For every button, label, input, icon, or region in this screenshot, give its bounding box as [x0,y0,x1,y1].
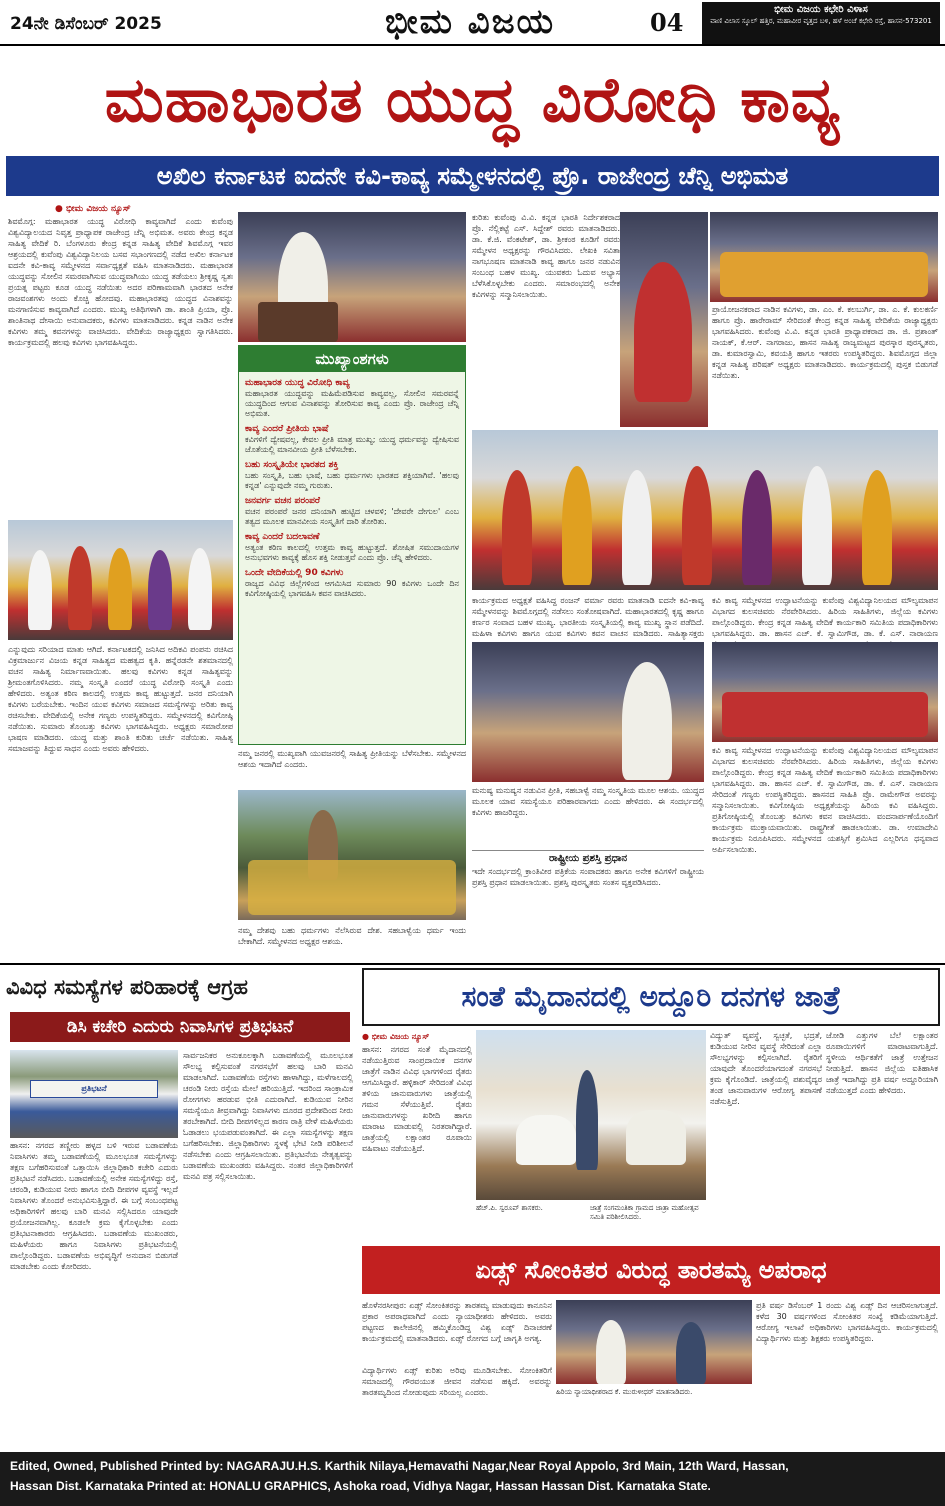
highlights-foot-text: ನಮ್ಮ ದೇಶವು ಬಹು ಧರ್ಮಗಳು ನೆಲೆಸಿರುವ ದೇಶ. ಸಹಬಾಳ್ವೆಯ ಧರ್ಮ ಇಂದು ಬೇಕಾಗಿದೆ. ಸಮ್ಮೇಳನದ ಅಧ್ಯಕ್ಷರ ಆಶಯ. [238,926,466,946]
highlight-item [245,459,459,491]
left-story-headline [6,968,358,1006]
photo-person [148,550,172,630]
lead-col2-bottom: ನಮ್ಮ ಜನರಲ್ಲಿ ಮುಖ್ಯವಾಗಿ ಯುವಜನರಲ್ಲಿ ಸಾಹಿತ್ಯ ಪ್ರೀತಿಯನ್ನು ಬೆಳೆಸಬೇಕು. ಸಮ್ಮೇಳನದ ಆಶಯ ಇದಾಗಿದೆ ಎಂದರು. [238,749,466,769]
right-story-byline [362,1032,429,1042]
left-story-subheadline [10,1012,350,1042]
photo-person [188,548,212,630]
highlight-heading: ಮಹಾಭಾರತ ಯುದ್ಧ ವಿರೋಧಿ ಕಾವ್ಯ [245,378,350,388]
logo-text: ಭೀಮ ವಿಜಯ [384,2,555,42]
highlight-text: ಅತ್ಯಂತ ಕಠಿಣ ಕಾಲದಲ್ಲಿ ಉತ್ತಮ ಕಾವ್ಯ ಹುಟ್ಟುತ್ತದೆ. ಶೋಷಿತ ಸಮುದಾಯಗಳ ಅನುಭವಗಳು ಕಾವ್ಯಕ್ಕೆ ಹೊಸ ಶಕ್ತಿ ನೀಡುತ್ತವೆ ಎಂದು ಪ್ರೊ. ಚೆನ್ನಿ ಹೇಳಿದರು. [245,543,459,562]
lead-col1-bottom: ಎನ್ನುವುದು ಸರಿಯಾದ ಮಾತು ಆಗಿದೆ. ಕರ್ನಾಟಕದಲ್ಲಿ ಜನಿಸಿದ ಅದಿಕವಿ ಪಂಪನು ರಚಿಸಿದ ವಿಕ್ರಮಾರ್ಜುನ ವಿಜಯ ಕನ್ನಡ ಸಾಹಿತ್ಯದ ಮಹತ್ವದ ಕೃತಿ. ಹನ್ನೆರಡನೇ ಶತಮಾನದಲ್ಲಿ ವಚನ ಸಾಹಿತ್ಯ ನಿರ್ಮಾಣವಾಯಿತು. ಹಲವು ಕವಿಗಳು ಕನ್ನಡ ಸಾಹಿತ್ಯವನ್ನು ಶ್ರೀಮಂತಗೊಳಿಸಿದರು. ನಮ್ಮ ಸಂಸ್ಕೃತಿ ಎಂದರೆ ಯುದ್ಧ ವಿರೋಧಿ ಸಂಸ್ಕೃತಿ ಎಂದು ಹೇಳಿದರು. ಅತ್ಯಂತ ಕಠಿಣ ಕಾಲದಲ್ಲಿ ಉತ್ತಮ ಕಾವ್ಯ ಹುಟ್ಟುತ್ತದೆ. ಜನರ ದನಿಯಾಗಿ ಕವಿಗಳು ಬರೆಯಬೇಕು. ಇಂದಿನ ಯುವ ಕವಿಗಳು ಸಮಾಜದ ಸಮಸ್ಯೆಗಳನ್ನು ಅರಿತು ಕಾವ್ಯ ರಚಿಸಬೇಕು. ವೇದಿಕೆಯಲ್ಲಿ ಅನೇಕ ಗಣ್ಯರು ಉಪಸ್ಥಿತರಿದ್ದರು. ಸಮ್ಮೇಳನದಲ್ಲಿ ಕವಿಗೋಷ್ಠಿ ನಡೆಯಿತು. ಸುಮಾರು ತೊಂಬತ್ತು ಕವಿಗಳು ಭಾಗವಹಿಸಿದ್ದರು. ಅಧ್ಯಕ್ಷರು ಸಮಾರೋಪ ಭಾಷಣ ಮಾಡಿದರು. ಯುದ್ಧ ಮತ್ತು ಶಾಂತಿ ಕುರಿತು ಚರ್ಚೆ ನಡೆಯಿತು. ಸಾಹಿತ್ಯ ಸಮಾಜವನ್ನು ತಿದ್ದುವ ಸಾಧನ ಎಂದು ಅವರು ಹೇಳಿದರು. [8,645,233,753]
guest-photo [620,212,708,427]
highlight-heading: ಜನವರ್ಗ ವಚನ ಪರಂಪರೆ [245,496,320,506]
cattle-caption-1: ಹೆಚ್.ಪಿ. ಸ್ವರೂಪ್ ಶಾಸಕರು. [476,1204,543,1212]
right-story-col3: ವಿದ್ಯುತ್ ವ್ಯವಸ್ಥೆ, ಸ್ವಚ್ಛತೆ, ಭದ್ರತೆ, ಕುಡಿಯುವ ನೀರಿನ ವ್ಯವಸ್ಥೆ ಸೇರಿದಂತೆ ಎಲ್ಲಾ ಸೌಲಭ್ಯಗಳನ್ನು ಕಲ್ಪಿಸಲಾಗಿದೆ. ರೈತರಿಗೆ ಯಾವುದೇ ತೊಂದರೆಯಾಗದಂತೆ ನಗರಸಭೆ ಕ್ರಮ ಕೈಗೊಂಡಿದೆ. ಜಾತ್ರೆಯಲ್ಲಿ ಪಶುವೈದ್ಯರ ತಂಡ ಜಾನುವಾರುಗಳ ಆರೋಗ್ಯ ತಪಾಸಣೆ ನಡೆಸುತ್ತಿದೆ. [710,1031,822,1106]
photo-person [862,470,892,585]
audience-photo [712,642,938,742]
photo-person [28,550,52,630]
highlight-item [245,567,459,599]
photo-person [68,546,92,630]
left-story-col1: ಹಾಸನ: ನಗರದ ತಣ್ಣೀರು ಹಳ್ಳದ ಬಳಿ ಇರುವ ಬಡಾವಣೆಯ ನಿವಾಸಿಗಳು ತಮ್ಮ ಬಡಾವಣೆಯಲ್ಲಿ ಮೂಲಭೂತ ಸಮಸ್ಯೆಗಳನ್ನು ತಕ್ಷಣ ಬಗೆಹರಿಸುವಂತೆ ಒತ್ತಾಯಿಸಿ ಜಿಲ್ಲಾಧಿಕಾರಿ ಕಚೇರಿ ಎದುರು ಪ್ರತಿಭಟನೆ ನಡೆಸಿದರು. ಬಡಾವಣೆಯಲ್ಲಿ ಅನೇಕ ಸಮಸ್ಯೆಗಳಿದ್ದು ರಸ್ತೆ, ಚರಂಡಿ, ಕುಡಿಯುವ ನೀರು ಹಾಗೂ ಬೀದಿ ದೀಪಗಳ ವ್ಯವಸ್ಥೆ ಇಲ್ಲದೆ ನಿವಾಸಿಗಳು ತೊಂದರೆ ಅನುಭವಿಸುತ್ತಿದ್ದಾರೆ. ಈ ಬಗ್ಗೆ ಸಂಬಂಧಪಟ್ಟ ಅಧಿಕಾರಿಗಳಿಗೆ ಹಲವು ಬಾರಿ ಮನವಿ ಸಲ್ಲಿಸಿದರೂ ಯಾವುದೇ ಪ್ರಯೋಜನವಾಗಿಲ್ಲ. ಕೂಡಲೇ ಕ್ರಮ ಕೈಗೊಳ್ಳಬೇಕು ಎಂದು ಪ್ರತಿಭಟನಾಕಾರರು ಆಗ್ರಹಿಸಿದರು. ಬಡಾವಣೆಯ ಮುಖಂಡರು, ಮಹಿಳೆಯರು ಹಾಗೂ ನಿವಾಸಿಗಳು ಪ್ರತಿಭಟನೆಯಲ್ಲಿ ಪಾಲ್ಗೊಂಡಿದ್ದರು. ಬಡಾವಣೆಯ ಅಭಿವೃದ್ಧಿಗೆ ಅನುದಾನ ಬಿಡುಗಡೆ ಮಾಡಬೇಕು ಎಂದು ಕೋರಿದರು. [10,1141,178,1271]
photo-person [108,548,132,630]
office-title: ಭೀಮ ವಿಜಯ ಕಛೇರಿ ವಿಳಾಸ [774,4,868,15]
lead-headline-text: ಮಹಾಭಾರತ ಯುದ್ಧ ವಿರೋಧಿ ಕಾವ್ಯ [104,63,841,136]
highlight-text: ವಚನ ಪರಂಪರೆ ಜನರ ದನಿಯಾಗಿ ಹುಟ್ಟಿದ ಚಳವಳಿ; 'ದೇವರೇ ದೇಗುಲ' ಎಂಬ ತತ್ವದ ಮೂಲಕ ಮಾನವೀಯ ಸಂಸ್ಕೃತಿಗೆ ದಾರಿ ತೋರಿತು. [245,507,459,526]
aids-col2: ವಿದ್ಯಾರ್ಥಿಗಳು ಏಡ್ಸ್ ಕುರಿತು ಅರಿವು ಮೂಡಿಸಬೇಕು. ಸೋಂಕಿತರಿಗೆ ಸಮಾಜದಲ್ಲಿ ಗೌರವಯುತ ಜೀವನ ನಡೆಸುವ ಹಕ್ಕಿದೆ. ಅವರನ್ನು ತಾರತಮ್ಯದಿಂದ ನೋಡುವುದು ಸರಿಯಲ್ಲ ಎಂದರು. [362,1366,552,1397]
aids-photo [556,1300,752,1384]
highlight-heading: ಬಹು ಸಂಸ್ಕೃತಿಯೇ ಭಾರತದ ಶಕ್ತಿ [245,460,339,470]
highlight-text: ರಾಜ್ಯದ ವಿವಿಧ ಜಿಲ್ಲೆಗಳಿಂದ ಆಗಮಿಸಿದ ಸುಮಾರು 90 ಕವಿಗಳು ಒಂದೇ ದಿನ ಕವಿಗೋಷ್ಠಿಯಲ್ಲಿ ಭಾಗವಹಿಸಿ ಕವನ ವಾಚಿಸಿದರು. [245,579,459,598]
aids-headline-bar [362,1246,940,1294]
guest-figure [634,262,692,402]
masthead [0,0,945,46]
statue-photo [238,790,466,920]
person-figure [576,1070,598,1170]
highlight-heading: ಕಾವ್ಯ ಎಂದರೆ ಬದಲಾವಣೆ [245,532,320,542]
issue-date: 24ನೇ ಡಿಸೆಂಬರ್ 2025 [10,14,162,34]
highlight-item [245,423,459,455]
byline-bullet-icon: ● [55,204,66,214]
highlight-item [245,531,459,563]
aids-col3: ಪ್ರತಿ ವರ್ಷ ಡಿಸೆಂಬರ್ 1 ರಂದು ವಿಶ್ವ ಏಡ್ಸ್ ದಿನ ಆಚರಿಸಲಾಗುತ್ತದೆ. ಕಳೆದ 30 ವರ್ಷಗಳಿಂದ ಸೋಂಕಿತರ ಸಂಖ್ಯೆ ಕಡಿಮೆಯಾಗುತ್ತಿದೆ. ಆರೋಗ್ಯ ಇಲಾಖೆ ಅಧಿಕಾರಿಗಳು ಭಾಗವಹಿಸಿದ್ದರು. ಕಾರ್ಯಕ್ರಮದಲ್ಲಿ ವಿದ್ಯಾರ್ಥಿಗಳು ಮತ್ತು ಶಿಕ್ಷಕರು ಉಪಸ್ಥಿತರಿದ್ದರು. [756,1301,938,1343]
cattle-photo [476,1030,706,1200]
lead-col4-bottom: ಕವಿ ಕಾವ್ಯ ಸಮ್ಮೇಳನದ ಉದ್ಘಾಟನೆಯನ್ನು ಕುವೆಂಪು ವಿಶ್ವವಿದ್ಯಾನಿಲಯದ ಮೌಲ್ಯಮಾಪನ ವಿಭಾಗದ ಕುಲಸಚಿವರು ನೆರವೇರಿಸಿದರು. ಹಿರಿಯ ಸಾಹಿತಿಗಳು, ಜಿಲ್ಲೆಯ ಕವಿಗಳು ಪಾಲ್ಗೊಂಡಿದ್ದರು. ಕೇಂದ್ರ ಕನ್ನಡ ಸಾಹಿತ್ಯ ವೇದಿಕೆ ಕಾರ್ಯಕಾರಿ ಸಮಿತಿಯ ಪದಾಧಿಕಾರಿಗಳು ಭಾಗವಹಿಸಿದ್ದರು. ಡಾ. ಹಾಸನ ಎಚ್. ಕೆ. ಸ್ವಾಮಿಗೌಡ, ಡಾ. ಕೆ. ಎಸ್. ನಾರಾಯಣ [712,596,938,638]
photo-person [742,470,772,585]
cattle-caption-2: ಜಾತ್ರೆ ಸಂಗಮಂತಿಕಾ ಗ್ರಾಮದ ಜಾತ್ರಾ ಮಹೋತ್ಸವ ಸಮಿತಿ ಪರಿಶೀಲಿಸಿದರು. [590,1204,699,1221]
highlight-text: ಬಹು ಸಂಸ್ಕೃತಿ, ಬಹು ಭಾಷೆ, ಬಹು ಧರ್ಮಗಳು ಭಾರತದ ಶಕ್ತಿಯಾಗಿವೆ. 'ಹಲವು ಕನ್ನಡ' ಎನ್ನುವುದೇ ನಮ್ಮ ಗುರುತು. [245,471,459,490]
highlight-item [245,495,459,527]
photo-person [502,470,532,585]
rajya-title: ರಾಷ್ಟ್ರೀಯ ಪ್ರಶಸ್ತಿ ಪ್ರಧಾನ [472,850,704,864]
highlight-text: ಮಹಾಭಾರತ ಯುದ್ಧವನ್ನು ಮಹಿಮೆಪಡಿಸುವ ಕಾವ್ಯವಲ್ಲ, ಸೋಲಿನ ಸಮರವನ್ನೆ ಯುದ್ಧದಿಂದ ಆಗುವ ವಿನಾಶವನ್ನು ತೋರಿಸುವ ಕಾವ್ಯ ಎಂದು ಪ್ರೊ. ರಾಜೇಂದ್ರ ಚೆನ್ನಿ ಅಭಿಮತ. [245,389,459,418]
page-number: 04 [650,8,684,37]
rajya-text: ಇದೇ ಸಂದರ್ಭದಲ್ಲಿ ಕ್ರಾಂತಿವೀರ ಪತ್ರಿಕೆಯ ಸಂಪಾದಕರು ಹಾಗೂ ಅನೇಕ ಕವಿಗಳಿಗೆ ರಾಷ್ಟ್ರೀಯ ಪ್ರಶಸ್ತಿ ಪ್ರಧಾನ ಮಾಡಲಾಯಿತು. ಪ್ರಶಸ್ತಿ ಪುರಸ್ಕೃತರು ಸಂತಸ ವ್ಯಕ್ತಪಡಿಸಿದರು. [472,867,704,887]
speaker-figure [596,1320,626,1384]
aids-caption: ಹಿರಿಯ ನ್ಯಾಯಾಧೀಶರಾದ ಕೆ. ಮುರುಳೀಧರ್ ಮಾತನಾಡಿದರು. [556,1388,693,1396]
stage-row [720,252,928,297]
lamp-lighting-photo [472,430,938,590]
right-story-col4: ಜೋಡಿ ಎತ್ತುಗಳ ಬೆಲೆ ಲಕ್ಷಾಂತರ ರೂಪಾಯಿಗಳಿಗೆ ಮಾರಾಟವಾಗುತ್ತಿದೆ. ಸ್ಥಳೀಯ ಆರ್ಥಿಕತೆಗೆ ಜಾತ್ರೆ ಉತ್ತೇಜನ ನೀಡುತ್ತಿದೆ. ಹಾಸನ ಜಿಲ್ಲೆಯ ಐತಿಹಾಸಿಕ ಜಾತ್ರೆ ಇದಾಗಿದ್ದು ಪ್ರತಿ ವರ್ಷ ಅದ್ದೂರಿಯಾಗಿ ನಡೆಯುತ್ತದೆ ಎಂದು ಹೇಳಿದರು. [826,1031,938,1095]
group-photo-1 [8,520,233,640]
footer-line-1: Edited, Owned, Published Printed by: NAGARAJU.H.S. Karthik Nilaya,Hemavathi Nagar,Near Royal Appolo, 3rd Main, 12th Ward, Hassan, [10,1459,789,1473]
lead-col4-bottom-2: ಕವಿ ಕಾವ್ಯ ಸಮ್ಮೇಳನದ ಉದ್ಘಾಟನೆಯನ್ನು ಕುವೆಂಪು ವಿಶ್ವವಿದ್ಯಾನಿಲಯದ ಮೌಲ್ಯಮಾಪನ ವಿಭಾಗದ ಕುಲಸಚಿವರು ನೆರವೇರಿಸಿದರು. ಹಿರಿಯ ಸಾಹಿತಿಗಳು, ಜಿಲ್ಲೆಯ ಕವಿಗಳು ಪಾಲ್ಗೊಂಡಿದ್ದರು. ಕೇಂದ್ರ ಕನ್ನಡ ಸಾಹಿತ್ಯ ವೇದಿಕೆ ಕಾರ್ಯಕಾರಿ ಸಮಿತಿಯ ಪದಾಧಿಕಾರಿಗಳು ಭಾಗವಹಿಸಿದ್ದರು. ಡಾ. ಹಾಸನ ಎಚ್. ಕೆ. ಸ್ವಾಮಿಗೌಡ, ಡಾ. ಕೆ. ಎಸ್. ನಾರಾಯಣ ಸೇರಿದಂತೆ ಗಣ್ಯರು ಉಪಸ್ಥಿತರಿದ್ದರು. ಹಾಸನದ ಸಾಹಿತಿ ಪ್ರೊ. ರಾಮೇಗೌಡ ಅವರನ್ನು ಸನ್ಮಾನಿಸಲಾಯಿತು. ಕವಿಗೋಷ್ಠಿಯ ಅಧ್ಯಕ್ಷತೆಯನ್ನು ಹಿರಿಯ ಕವಿ ವಹಿಸಿದ್ದರು. ಪ್ರತಿಗೋಷ್ಠಿಯಲ್ಲಿ ತೊಂಬತ್ತು ಕವಿಗಳು ಕವನ ವಾಚಿಸಿದರು. ವಂದನಾರ್ಪಣೆಯೊಂದಿಗೆ ಕಾರ್ಯಕ್ರಮ ಮುಕ್ತಾಯವಾಯಿತು. ರಾಷ್ಟ್ರಗೀತೆ ಹಾಡಲಾಯಿತು. ಡಾ. ಉಮಾದೇವಿ ಕಾರ್ಯಕ್ರಮ ನಿರೂಪಿಸಿದರು. ಸಮ್ಮೇಳನದ ಯಶಸ್ಸಿಗೆ ಶ್ರಮಿಸಿದ ಎಲ್ಲರಿಗೂ ಧನ್ಯವಾದ ಅರ್ಪಿಸಲಾಯಿತು. [712,746,938,854]
byline-bullet-icon: ● [362,1032,372,1041]
lead-col1-top: ಶಿವಮೊಗ್ಗ: ಮಹಾಭಾರತ ಯುದ್ಧ ವಿರೋಧಿ ಕಾವ್ಯವಾಗಿದೆ ಎಂದು ಕುವೆಂಪು ವಿಶ್ವವಿದ್ಯಾಲಯದ ನಿವೃತ್ತ ಪ್ರಾಧ್ಯಾಪಕ ರಾಜೇಂದ್ರ ಚೆನ್ನಿ ಅಭಿಮತ. ಅವರು ಕೇಂದ್ರ ಕನ್ನಡ ಸಾಹಿತ್ಯ ವೇದಿಕೆ ರಿ. ಬೆಂಗಳೂರು ಕೇಂದ್ರ ಕನ್ನಡ ಸಾಹಿತ್ಯ ವೇದಿಕೆ ಶಿವಮೊಗ್ಗ ಇವರ ಆಶ್ರಯದಲ್ಲಿ ಕುವೆಂಪು ವಿಶ್ವವಿದ್ಯಾನಿಲಯ ಬಸವ ಸಭಾಂಗಣದಲ್ಲಿ ನಡೆದ ಅಖಿಲ ಕರ್ನಾಟಕ ಐದನೇ ಕವಿ-ಕಾವ್ಯ ಸಮ್ಮೇಳನದ ಸರ್ವಾಧ್ಯಕ್ಷತೆ ವಹಿಸಿ ಮಾತನಾಡಿದರು. ಮಹಾಭಾರತ ಯುದ್ಧವನ್ನು ಸೋಲಿನ ಸಮರವಾಗಿಸುವ ಯುದ್ಧವಾಗಿಯು ಯುದ್ಧ ತಡೆಯಲು ಶ್ರೀಕೃಷ್ಣ ಸ್ವತಃ ಪ್ರಯತ್ನ ಪಟ್ಟರು ಕೂಡ ಯುದ್ಧ ನಡೆಯಿತು ಅದರ ಪರಿಣಾಮವಾಗಿ ಭಾರತದ ಅನೇಕ ರಾಜವಂಶಗಳು ಅಂದು ಕೊಚ್ಚಿ ಹೋದವು. ಮಹಾಭಾರತವು ಯುದ್ಧದ ವಿನಾಶವನ್ನು ಮನಗಾಣಿಸುವ ಕಾವ್ಯವಾಗಿದೆ ಎಂದರು. ಮುಖ್ಯ ಅತಿಥಿಗಳಾಗಿ ಡಾ. ಶಾಂತಿ ಪ್ರಿಯಾ, ಪ್ರೊ. ಶಾಂತಿನಾಥ ದೇಸಾಯಿ ಅನುವಾದಕರು, ಕವಿಗಳು ಮಾತನಾಡಿದರು. ಕನ್ನಡ ನಾಡಿನ ಅನೇಕ ಕವಿಗಳು ತಮ್ಮ ಕವನಗಳನ್ನು ವಾಚಿಸಿದರು. ವೇದಿಕೆಯ ರಾಜ್ಯಾಧ್ಯಕ್ಷರು ಸ್ವಾಗತಿಸಿದರು. ಕಾರ್ಯಕ್ರಮದಲ್ಲಿ ಹಲವು ಕವಿಗಳು ಭಾಗವಹಿಸಿದ್ದರು. [8,217,233,347]
lead-headline [0,50,945,150]
lead-subheadline-text: ಅಖಿಲ ಕರ್ನಾಟಕ ಐದನೇ ಕವಿ-ಕಾವ್ಯ ಸಮ್ಮೇಳನದಲ್ಲಿ ಪ್ರೊ. ರಾಜೇಂದ್ರ ಚೆನ್ನಿ ಅಭಿಮತ [156,162,789,190]
lead-col3-top: ಕುರಿತು ಕುವೆಂಪು ವಿ.ವಿ. ಕನ್ನಡ ಭಾರತಿ ನಿರ್ದೇಶಕರಾದ ಪ್ರೊ. ನೆಲ್ಲಿಕಟ್ಟೆ ಎಸ್. ಸಿದ್ದೇಶ್ ರವರು ಮಾತನಾಡಿದರು. ಡಾ. ಕೆ.ಜಿ. ವೆಂಕಟೇಶ್, ಡಾ. ಶ್ರೀಕಂಠ ಕೂಡಿಗೆ ರವರು ಸಮ್ಮೇಳನ ಅಧ್ಯಕ್ಷರನ್ನು ಗೌರವಿಸಿದರು. ಲೇಖಕಿ ಸವಿತಾ ನಾಗಭೂಷಣ ಮಾತನಾಡಿ ಕಾವ್ಯ ಹಾಗೂ ಜನರ ನಡುವಿನ ಸಂಬಂಧ ಬಹಳ ಮುಖ್ಯ. ಯುವಕರು ಓದುವ ಅಭ್ಯಾಸ ಬೆಳೆಸಿಕೊಳ್ಳಬೇಕು ಎಂದರು. ಸಮಾರಂಭದಲ್ಲಿ ಅನೇಕ ಕವಿಗಳನ್ನು ಸನ್ಮಾನಿಸಲಾಯಿತು. [472,213,620,299]
lead-col3-bottom: ಮನುಷ್ಯ ಮನುಷ್ಯನ ನಡುವಿನ ಪ್ರೀತಿ, ಸಹಬಾಳ್ವೆ ನಮ್ಮ ಸಂಸ್ಕೃತಿಯ ಮೂಲ ಆಶಯ. ಯುದ್ಧದ ಮೂಲಕ ಯಾವ ಸಮಸ್ಯೆಯೂ ಪರಿಹಾರವಾಗದು ಎಂದು ಹೇಳಿದರು. ಈ ಸಂದರ್ಭದಲ್ಲಿ ಕವಿಗಳು ಹಾಜರಿದ್ದರು. [472,786,704,817]
stage-photo [710,212,938,302]
chief-guest-figure [622,662,672,780]
right-story-headline-text: ಸಂತೆ ಮೈದಾನದಲ್ಲಿ ಅದ್ದೂರಿ ದನಗಳ ಜಾತ್ರೆ [461,980,841,1013]
newspaper-logo [300,2,640,42]
highlights-list [239,372,465,605]
speaker-photo [238,212,466,342]
highlight-heading: ಕಾವ್ಯ ಎಂದರೆ ಪ್ರೀತಿಯ ಭಾಷೆ [245,424,329,434]
lead-byline [55,204,131,214]
lead-subheadline [6,156,939,196]
left-story-col2: ಸಾರ್ವಜನಿಕರ ಅನುಕೂಲಕ್ಕಾಗಿ ಬಡಾವಣೆಯಲ್ಲಿ ಮೂಲಭೂತ ಸೌಲಭ್ಯ ಕಲ್ಪಿಸುವಂತೆ ನಗರಸಭೆಗೆ ಹಲವು ಬಾರಿ ಮನವಿ ಮಾಡಲಾಗಿದೆ. ಬಡಾವಣೆಯ ರಸ್ತೆಗಳು ಹಾಳಾಗಿದ್ದು, ಮಳೆಗಾಲದಲ್ಲಿ ಚರಂಡಿ ನೀರು ರಸ್ತೆಯ ಮೇಲೆ ಹರಿಯುತ್ತಿದೆ. ಇದರಿಂದ ಸಾಂಕ್ರಾಮಿಕ ರೋಗಗಳು ಹರಡುವ ಭೀತಿ ಎದುರಾಗಿದೆ. ಕುಡಿಯುವ ನೀರಿನ ಸಮಸ್ಯೆಯೂ ತೀವ್ರವಾಗಿದ್ದು ನಿವಾಸಿಗಳು ದೂರದ ಪ್ರದೇಶದಿಂದ ನೀರು ತರಬೇಕಾಗಿದೆ. ಬೀದಿ ದೀಪಗಳಿಲ್ಲದ ಕಾರಣ ರಾತ್ರಿ ವೇಳೆ ಮಹಿಳೆಯರು ಓಡಾಡಲು ಭಯಪಡುವಂತಾಗಿದೆ. ಈ ಎಲ್ಲಾ ಸಮಸ್ಯೆಗಳನ್ನು ತಕ್ಷಣ ಬಗೆಹರಿಸಬೇಕು. ಜಿಲ್ಲಾಧಿಕಾರಿಗಳು ಸ್ಥಳಕ್ಕೆ ಭೇಟಿ ನೀಡಿ ಪರಿಶೀಲನೆ ನಡೆಸಬೇಕು ಎಂದು ಆಗ್ರಹಿಸಲಾಯಿತು. ಪ್ರತಿಭಟನೆಯ ನೇತೃತ್ವವನ್ನು ಬಡಾವಣೆಯ ಮುಖಂಡರು ವಹಿಸಿದ್ದರು. ನಂತರ ಜಿಲ್ಲಾಧಿಕಾರಿಗಳಿಗೆ ಮನವಿ ಪತ್ರ ಸಲ್ಲಿಸಲಾಯಿತು. [183,1051,353,1181]
ox-figure [516,1115,576,1165]
aids-headline-text: ಏಡ್ಸ್ ಸೋಂಕಿತರ ವಿರುದ್ಧ ತಾರತಮ್ಯ ಅಪರಾಧ [475,1256,827,1284]
highlight-heading: ಒಂದೇ ವೇದಿಕೆಯಲ್ಲಿ 90 ಕವಿಗಳು [245,568,344,578]
office-address: ವಾಣಿ ವಿಲಾಸ ಸ್ಕೂಲ್ ಹತ್ತಿರ, ಮಹಾವೀರ ವೃತ್ತದ ಬಳಿ, ಹಳೆ ಅಂಚೆ ಕಛೇರಿ ರಸ್ತೆ, ಹಾಸನ-573201 [710,17,932,25]
byline-text: ಭೀಮ ವಿಜಯ ನ್ಯೂಸ್ [66,204,131,214]
highlight-item [245,377,459,419]
crowd [248,860,456,915]
highlight-text: ಕವಿಗಳಿಗೆ ದ್ವೇಷವಲ್ಲ, ಕೇವಲ ಪ್ರೀತಿ ಮಾತ್ರ ಮುಖ್ಯ; ಯುದ್ಧ ಧರ್ಮವನ್ನು ದ್ವೇಷಿಸುವ ಜೊತೆಯಲ್ಲಿ ಮಾನವೀಯ ಪ್ರೀತಿ ಬೆಳೆಸಬೇಕು. [245,435,459,454]
footer [0,1452,945,1506]
audience-row [722,692,928,737]
chief-guest-photo [472,642,704,782]
right-byline-text: ಭೀಮ ವಿಜಯ ನ್ಯೂಸ್ [371,1032,430,1041]
photo-person [622,470,652,585]
highlights-box [238,345,466,745]
right-story-headline-bar [362,968,940,1026]
aids-col1: ಹೊಳೆನರಸೀಪುರ: ಏಡ್ಸ್ ಸೋಂಕಿತರನ್ನು ತಾರತಮ್ಯ ಮಾಡುವುದು ಕಾನೂನಿನ ಪ್ರಕಾರ ಅಪರಾಧವಾಗಿದೆ ಎಂದು ನ್ಯಾಯಾಧೀಶರು ಹೇಳಿದರು. ಅವರು ಪಟ್ಟಣದ ಕಾಲೇಜಿನಲ್ಲಿ ಹಮ್ಮಿಕೊಂಡಿದ್ದ ವಿಶ್ವ ಏಡ್ಸ್ ದಿನಾಚರಣೆ ಕಾರ್ಯಕ್ರಮದಲ್ಲಿ ಮಾತನಾಡಿದರು. ಏಡ್ಸ್ ರೋಗದ ಬಗ್ಗೆ ಜಾಗೃತಿ ಅಗತ್ಯ. [362,1301,552,1343]
speaker-figure [676,1322,706,1384]
right-story-col1: ಹಾಸನ: ನಗರದ ಸಂತೆ ಮೈದಾನದಲ್ಲಿ ನಡೆಯುತ್ತಿರುವ ಸಾಂಪ್ರದಾಯಿಕ ದನಗಳ ಜಾತ್ರೆಗೆ ನಾಡಿನ ವಿವಿಧ ಭಾಗಗಳಿಂದ ರೈತರು ಆಗಮಿಸಿದ್ದಾರೆ. ಹಳ್ಳಿಕಾರ್ ಸೇರಿದಂತೆ ವಿವಿಧ ತಳಿಯ ಜಾನುವಾರುಗಳು ಜಾತ್ರೆಯಲ್ಲಿ ಗಮನ ಸೆಳೆಯುತ್ತಿವೆ. ರೈತರು ಜಾನುವಾರುಗಳನ್ನು ಖರೀದಿ ಹಾಗೂ ಮಾರಾಟ ಮಾಡುವಲ್ಲಿ ನಿರತರಾಗಿದ್ದಾರೆ. ಜಾತ್ರೆಯಲ್ಲಿ ಲಕ್ಷಾಂತರ ರೂಪಾಯಿ ವಹಿವಾಟು ನಡೆಯುತ್ತಿದೆ. [362,1045,472,1153]
left-story-headline-text: ವಿವಿಧ ಸಮಸ್ಯೆಗಳ ಪರಿಹಾರಕ್ಕೆ ಆಗ್ರಹ [6,974,248,999]
highlights-title: ಮುಖ್ಯಾಂಶಗಳು [239,346,465,372]
office-box [702,2,940,44]
photo-person [562,466,592,585]
section-divider [0,963,945,965]
protest-photo [10,1050,178,1138]
footer-line-2: Hassan Dist. Karnataka Printed at: HONALU GRAPHICS, Ashoka road, Vidhya Nagar, Hassan Hassan Dist. Karnataka State. [10,1479,711,1493]
photo-person [682,466,712,585]
podium [258,302,338,342]
left-story-subheadline-text: ಡಿಸಿ ಕಚೇರಿ ಎದುರು ನಿವಾಸಿಗಳ ಪ್ರತಿಭಟನೆ [66,1017,294,1037]
lead-col3-mid: ಕಾರ್ಯಕ್ರಮದ ಅಧ್ಯಕ್ಷತೆ ವಹಿಸಿದ್ದ ರಂಜನ್ ವರ್ಮಾ ರವರು ಮಾತನಾಡಿ ಐದನೇ ಕವಿ-ಕಾವ್ಯ ಸಮ್ಮೇಳನವನ್ನು ಶಿವಮೊಗ್ಗದಲ್ಲಿ ನಡೆಸಲು ಸಂತೋಷವಾಗಿದೆ. ಮಹಾಭಾರತದಲ್ಲಿ ಕೃಷ್ಣ ಹಾಗೂ ಕರ್ಣರ ಸಂವಾದ ಬಹಳ ಮುಖ್ಯ. ಭಾರತೀಯ ಸಂಸ್ಕೃತಿಯಲ್ಲಿ ಕಾವ್ಯ ಮುಖ್ಯ ಸ್ಥಾನ ಪಡೆದಿದೆ. ಮಹಿಳಾ ಕವಿಗಳು ಹಾಗೂ ಯುವ ಕವಿಗಳು ಕವನ ವಾಚನ ಮಾಡಿದರು. ಸಾಹಿತ್ಯಾಸಕ್ತರು [472,596,704,638]
protest-banner: ಪ್ರತಿಭಟನೆ [30,1080,158,1098]
ox-figure [626,1110,686,1165]
photo-person [802,466,832,585]
lead-col4-top: ಪ್ರಾಯೋಜನಕರಾದ ನಾಡಿನ ಕವಿಗಳು, ಡಾ. ಎಂ. ಕೆ. ಕಲಬುರ್ಗಿ, ಡಾ. ಎ. ಕೆ. ಕುಲಕರ್ಣಿ ಹಾಗೂ ಪ್ರೊ. ಹಾರೇರಾಮ್ ಸೇರಿದಂತೆ ಕೇಂದ್ರ ಕನ್ನಡ ಸಾಹಿತ್ಯ ವೇದಿಕೆಯ ರಾಜ್ಯಾಧ್ಯಕ್ಷರು ಭಾಗವಹಿಸಿದರು. ಕುವೆಂಪು ವಿ.ವಿ. ಕನ್ನಡ ಭಾರತಿ ಪ್ರಾಧ್ಯಾಪಕರಾದ ಡಾ. ಜಿ. ಪ್ರಶಾಂತ್ ನಾಯಕ್, ಕೆ.ಆರ್. ನಾಗರಾಜು, ಹಾಸನ ಸಾಹಿತ್ಯ ರಾಜ್ಯಮಟ್ಟದ ಪುರಸ್ಕಾರ ಪುರಸ್ಕೃತರು, ಡಾ. ಕುಮಾರಸ್ವಾಮಿ, ಕವಯತ್ರಿ ಹಾಗೂ ಇತರರು ಉಪಸ್ಥಿತರಿದ್ದರು. ಶಿವಮೊಗ್ಗದ ಜಿಲ್ಲಾ ಕನ್ನಡ ಸಾಹಿತ್ಯ ಪರಿಷತ್ ಅಧ್ಯಕ್ಷರು ಮಾತನಾಡಿದರು. ಕಾರ್ಯಕ್ರಮದಲ್ಲಿ ಪುಸ್ತಕ ಬಿಡುಗಡೆ ನಡೆಯಿತು. [712,305,938,380]
